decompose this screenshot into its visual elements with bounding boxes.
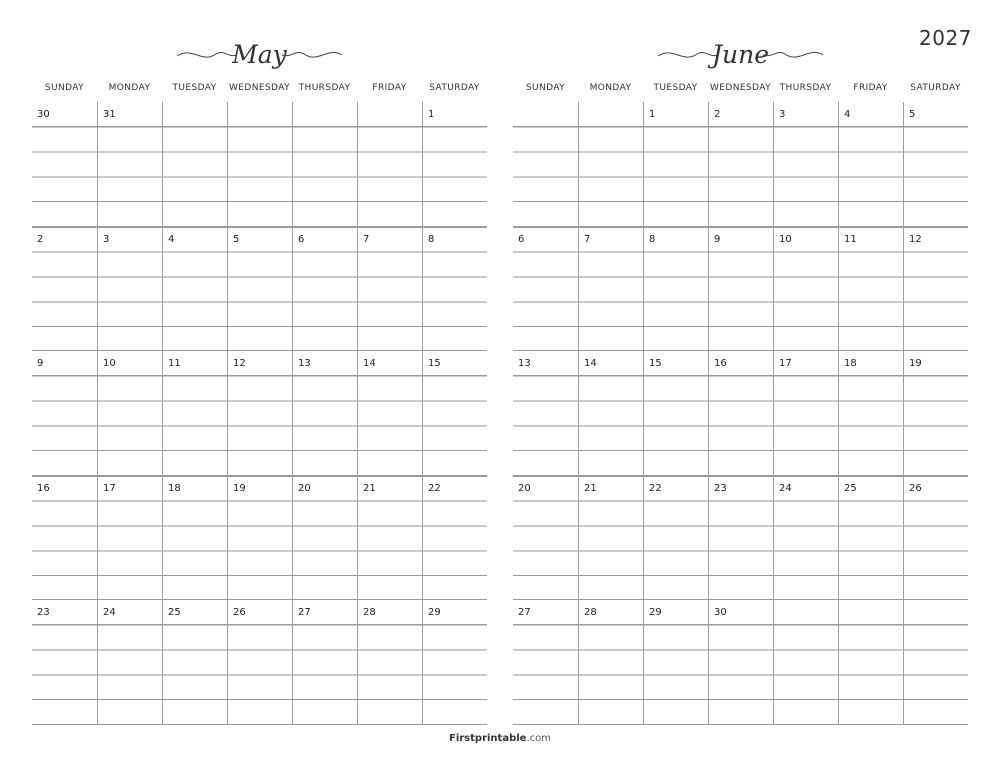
day-cell (578, 102, 643, 227)
weekday-label: WEDNESDAY (229, 83, 290, 93)
day-cell (838, 476, 903, 601)
day-number: 19 (233, 482, 246, 494)
weekday-label: TUESDAY (172, 83, 217, 93)
year-label: 2027 (919, 26, 972, 50)
day-cell (643, 476, 708, 601)
day-cell (97, 476, 162, 601)
day-cell (708, 476, 773, 601)
weekday-label: SUNDAY (44, 83, 85, 93)
day-number: 15 (649, 358, 662, 369)
day-cell (227, 102, 292, 227)
day-cell (292, 476, 357, 601)
day-cell (292, 351, 357, 476)
day-number: 12 (233, 358, 246, 369)
day-cell (422, 600, 487, 725)
day-cell (32, 600, 97, 725)
weekday-header (513, 83, 968, 93)
day-number: 14 (363, 358, 376, 369)
day-cell (838, 102, 903, 227)
day-number: 30 (37, 109, 50, 120)
day-cell (643, 600, 708, 725)
day-number: 18 (844, 358, 857, 369)
day-cell (513, 227, 578, 352)
weekday-label: MONDAY (589, 83, 632, 93)
day-cell (903, 227, 968, 352)
day-number: 23 (37, 607, 50, 618)
day-number: 21 (584, 482, 597, 494)
weekday-label: SATURDAY (910, 83, 961, 93)
day-number: 17 (779, 358, 792, 369)
day-cell (32, 351, 97, 476)
day-number: 16 (714, 358, 727, 369)
day-cell (708, 600, 773, 725)
day-cell (578, 476, 643, 601)
month-title: May (232, 40, 287, 69)
day-cell (357, 600, 422, 725)
day-number: 27 (298, 607, 311, 618)
day-number: 24 (779, 482, 792, 494)
day-number: 15 (428, 358, 441, 369)
day-number: 8 (428, 233, 435, 245)
day-number: 1 (649, 109, 656, 120)
day-cell (422, 227, 487, 352)
day-number: 4 (844, 109, 851, 120)
day-number: 7 (584, 233, 591, 245)
day-number: 4 (168, 233, 175, 245)
weekday-label: THURSDAY (779, 83, 832, 93)
day-number: 16 (37, 482, 50, 494)
day-number: 2 (714, 109, 721, 120)
day-number: 8 (649, 233, 656, 245)
day-number: 29 (428, 607, 441, 618)
day-number: 26 (233, 607, 246, 618)
day-number: 19 (909, 358, 922, 369)
day-number: 6 (298, 233, 305, 245)
day-cell (513, 600, 578, 725)
weekday-label: WEDNESDAY (710, 83, 771, 93)
day-number: 3 (779, 109, 786, 120)
day-cell (903, 102, 968, 227)
day-number: 21 (363, 482, 376, 494)
day-cell (227, 227, 292, 352)
day-cell (773, 600, 838, 725)
day-number: 27 (518, 607, 531, 618)
day-number: 31 (103, 109, 116, 120)
day-number: 18 (168, 482, 181, 494)
day-number: 23 (714, 482, 727, 494)
day-cell (97, 102, 162, 227)
day-cell (357, 476, 422, 601)
day-cell (513, 476, 578, 601)
month-header (32, 40, 487, 74)
day-cell (292, 102, 357, 227)
day-cell (903, 600, 968, 725)
day-cell (838, 600, 903, 725)
day-cell (357, 351, 422, 476)
day-cell (578, 351, 643, 476)
day-cell (227, 600, 292, 725)
day-cell (32, 476, 97, 601)
day-number: 3 (103, 233, 110, 245)
day-cell (32, 102, 97, 227)
day-cell (643, 227, 708, 352)
day-number: 20 (518, 482, 531, 494)
weekday-label: FRIDAY (853, 83, 888, 93)
day-cell (162, 476, 227, 601)
day-cell (903, 476, 968, 601)
month-title: June (711, 40, 770, 69)
day-number: 20 (298, 482, 311, 494)
day-cell (708, 102, 773, 227)
footer-brand: Firstprintable (448, 733, 527, 744)
day-number: 2 (37, 233, 44, 245)
day-number: 25 (844, 482, 857, 494)
day-cell (578, 600, 643, 725)
day-cell (162, 351, 227, 476)
day-cell (773, 476, 838, 601)
day-cell (773, 227, 838, 352)
day-cell (32, 227, 97, 352)
day-number: 9 (37, 358, 44, 369)
weekday-label: THURSDAY (298, 83, 351, 93)
day-number: 22 (649, 482, 662, 494)
day-number: 10 (779, 233, 792, 245)
footer-credit (0, 733, 1000, 744)
day-cell (578, 227, 643, 352)
day-cell (708, 227, 773, 352)
day-number: 25 (168, 607, 181, 618)
day-number: 6 (518, 233, 525, 245)
day-cell (162, 600, 227, 725)
weekday-header (32, 83, 487, 93)
day-number: 24 (103, 607, 116, 618)
weekday-label: FRIDAY (372, 83, 407, 93)
day-cell (903, 351, 968, 476)
day-number: 28 (363, 607, 376, 618)
day-cell (838, 351, 903, 476)
day-cell (292, 227, 357, 352)
day-cell (838, 227, 903, 352)
day-cell (97, 600, 162, 725)
day-number: 10 (103, 358, 116, 369)
day-cell (97, 351, 162, 476)
day-cell (773, 351, 838, 476)
day-cell (708, 351, 773, 476)
day-cell (292, 600, 357, 725)
day-number: 1 (428, 109, 435, 120)
day-number: 22 (428, 482, 441, 494)
day-number: 29 (649, 607, 662, 618)
day-number: 5 (233, 233, 240, 245)
weekday-label: SUNDAY (525, 83, 566, 93)
day-grid (32, 102, 487, 725)
day-cell (227, 351, 292, 476)
day-number: 28 (584, 607, 597, 618)
day-number: 12 (909, 233, 922, 245)
day-grid (513, 102, 968, 725)
day-number: 11 (168, 358, 181, 369)
day-number: 5 (909, 109, 916, 120)
day-cell (513, 102, 578, 227)
day-number: 9 (714, 233, 721, 245)
weekday-label: MONDAY (108, 83, 151, 93)
day-cell (162, 227, 227, 352)
day-cell (97, 227, 162, 352)
day-cell (643, 102, 708, 227)
day-cell (643, 351, 708, 476)
day-number: 13 (298, 358, 311, 369)
day-cell (422, 102, 487, 227)
day-cell (162, 102, 227, 227)
day-cell (357, 102, 422, 227)
month-header (513, 40, 968, 74)
day-number: 11 (844, 233, 857, 245)
day-cell (227, 476, 292, 601)
weekday-label: SATURDAY (429, 83, 480, 93)
weekday-label: TUESDAY (653, 83, 698, 93)
day-number: 7 (363, 233, 370, 245)
day-cell (357, 227, 422, 352)
day-number: 26 (909, 482, 922, 494)
day-number: 30 (714, 607, 727, 618)
day-cell (773, 102, 838, 227)
day-number: 13 (518, 358, 531, 369)
day-cell (422, 476, 487, 601)
day-cell (513, 351, 578, 476)
day-number: 17 (103, 482, 116, 494)
day-cell (422, 351, 487, 476)
day-number: 14 (584, 358, 597, 369)
footer-suffix: .com (526, 733, 551, 744)
